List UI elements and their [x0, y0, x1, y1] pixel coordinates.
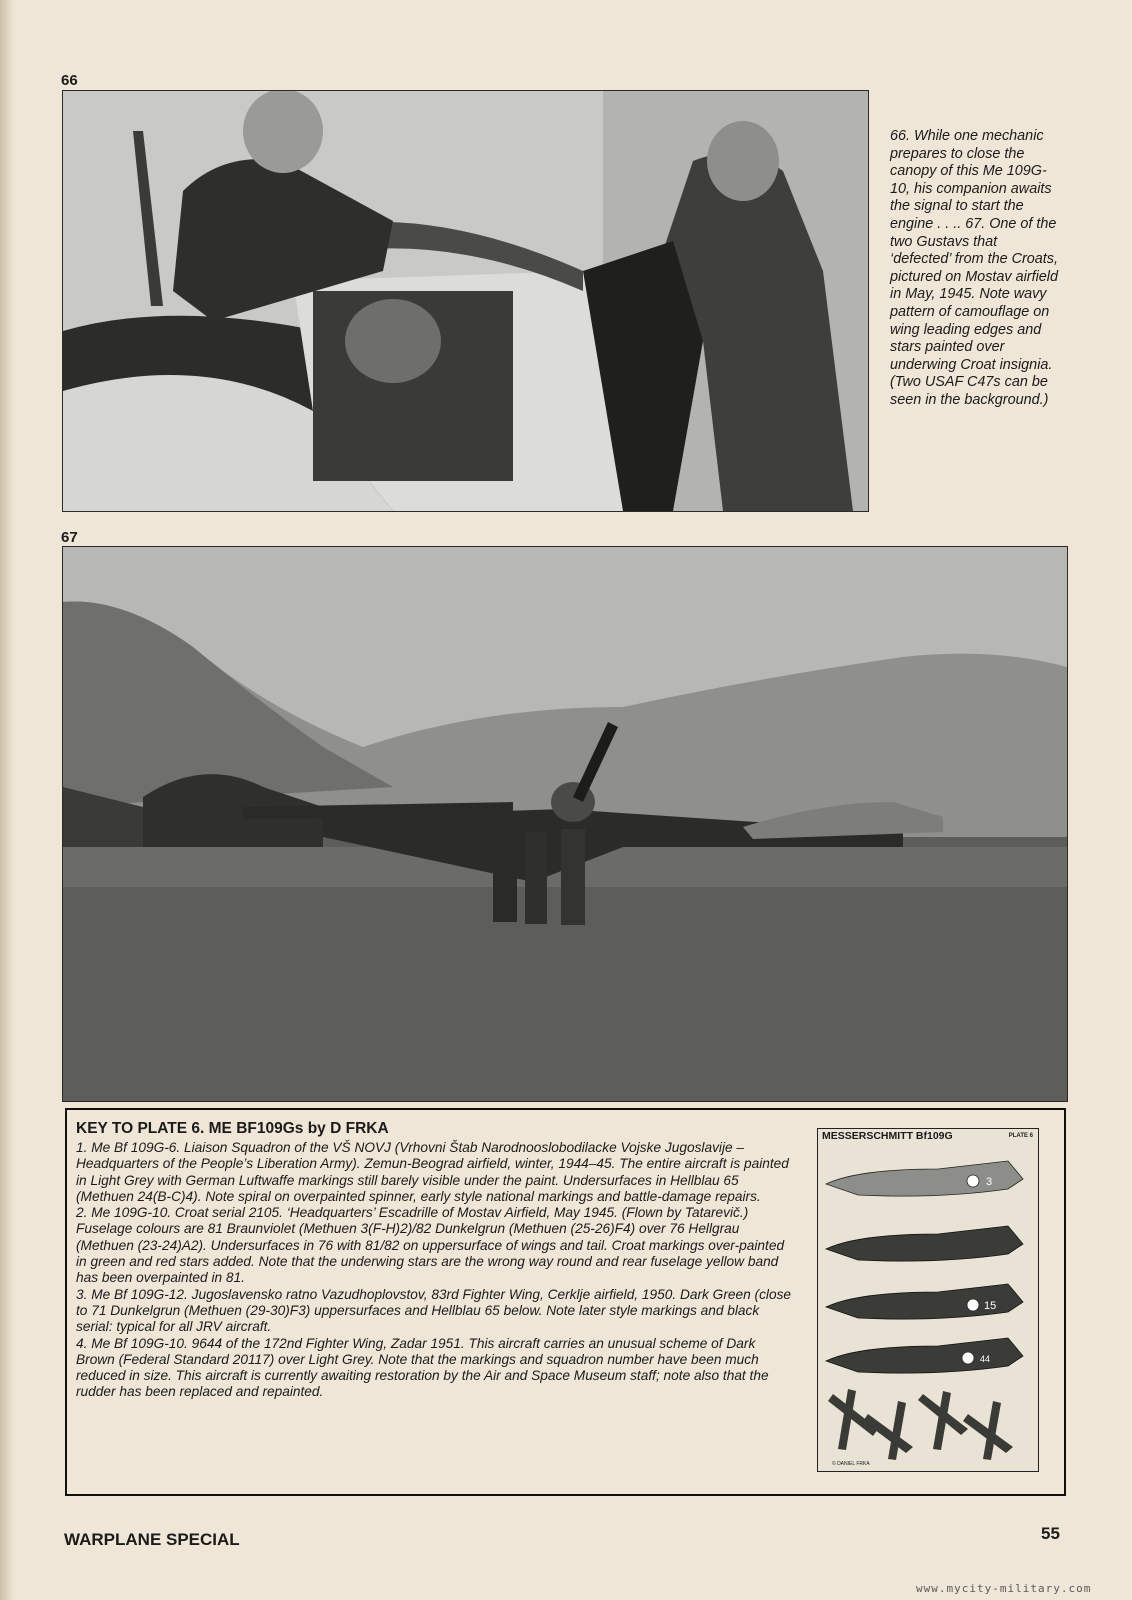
- watermark: www.mycity-military.com: [916, 1582, 1092, 1595]
- figure-caption: 66. While one mechanic prepares to close the canopy of this Me 109G-10, his companion awaits the signal to start the engine . . .. 67. One of the two Gustavs that ‘defected’ from the Croats, pictured on Mostav airfield in May, 1945. Note wavy pattern of camouflage on wing leading edges and stars painted over underwing Croat insignia. (Two USAF C47s can be seen in the background.): [890, 128, 1058, 408]
- figure-67-number: 67: [61, 529, 78, 546]
- plate-6-thumbnail: [817, 1128, 1039, 1472]
- key-entry-4: 4. Me Bf 109G-10. 9644 of the 172nd Fighter Wing, Zadar 1951. This aircraft carries an unusual scheme of Dark Brown (Federal Standard 20117) over Light Grey. Note that the markings and squadron number have been much reduced in size. This aircraft is currently awaiting restoration by the Air and Space Museum staff; note also that the rudder has been replaced and repainted.: [76, 1335, 769, 1400]
- figure-66-number: 66: [61, 72, 78, 89]
- page-number: 55: [1041, 1524, 1060, 1543]
- plate-key-box: [65, 1108, 1066, 1496]
- key-entry-3: 3. Me Bf 109G-12. Jugoslavensko ratno Vazudhoplovstov, 83rd Fighter Wing, Cerklje airfield, 1950. Dark Green (close to 71 Dunkelgrun (Methuen (29-30)F3) uppersurfaces and Hellblau 65 below. Note later style markings and black serial: typical for all JRV aircraft.: [76, 1286, 792, 1335]
- photo-figure-66: [62, 90, 869, 512]
- plate-key-title: KEY TO PLATE 6. ME BF109Gs by D FRKA: [76, 1120, 389, 1137]
- plate-title: MESSERSCHMITT Bf109G: [822, 1130, 953, 1142]
- key-entry-1: 1. Me Bf 109G-6. Liaison Squadron of the VŠ NOVJ (Vrhovni Štab Narodnooslobodilacke Vojske Jugoslavije – Headquarters of the People’s Liberation Army). Zemun-Beograd airfield, winter, 1944–45. The entire aircraft is painted in Light Grey with German Luftwaffe markings still barely visible under the paint. Undersurfaces in Hellblau 65 (Methuen 24(B-C)4). Note spiral on overpainted spinner, early style national markings and battle-damage repairs.: [76, 1140, 789, 1204]
- plate-artist: © DANIEL FRKA: [832, 1461, 870, 1467]
- page-binding-edge: [0, 0, 14, 1600]
- key-entry-2: 2. Me 109G-10. Croat serial 2105. ‘Headquarters’ Escadrille of Mostav Airfield, May 1945. (Flown by Tatarevič.) Fuselage colours are 81 Braunviolet (Methuen 3(F-H)2)/82 Dunkelgrun (Methuen (25-26)F4) over 76 Hellgrau (Methuen (23-24)A2). Undersurfaces in 76 with 81/82 on uppersurface of wings and tail. Croat markings over-painted in green and red stars added. Note that the underwing stars are the wrong way round and rear fuselage yellow band has been overpainted in 81.: [76, 1205, 785, 1286]
- plate-code-4: 44: [980, 1354, 991, 1364]
- plate-code-3: 15: [984, 1300, 997, 1312]
- plate-code-1: 3: [986, 1176, 993, 1188]
- plate-key-text: [76, 1120, 796, 1401]
- photo-figure-67: [62, 546, 1068, 1102]
- footer-publication: WARPLANE SPECIAL: [64, 1530, 240, 1549]
- plate-number: PLATE 6: [1008, 1133, 1033, 1139]
